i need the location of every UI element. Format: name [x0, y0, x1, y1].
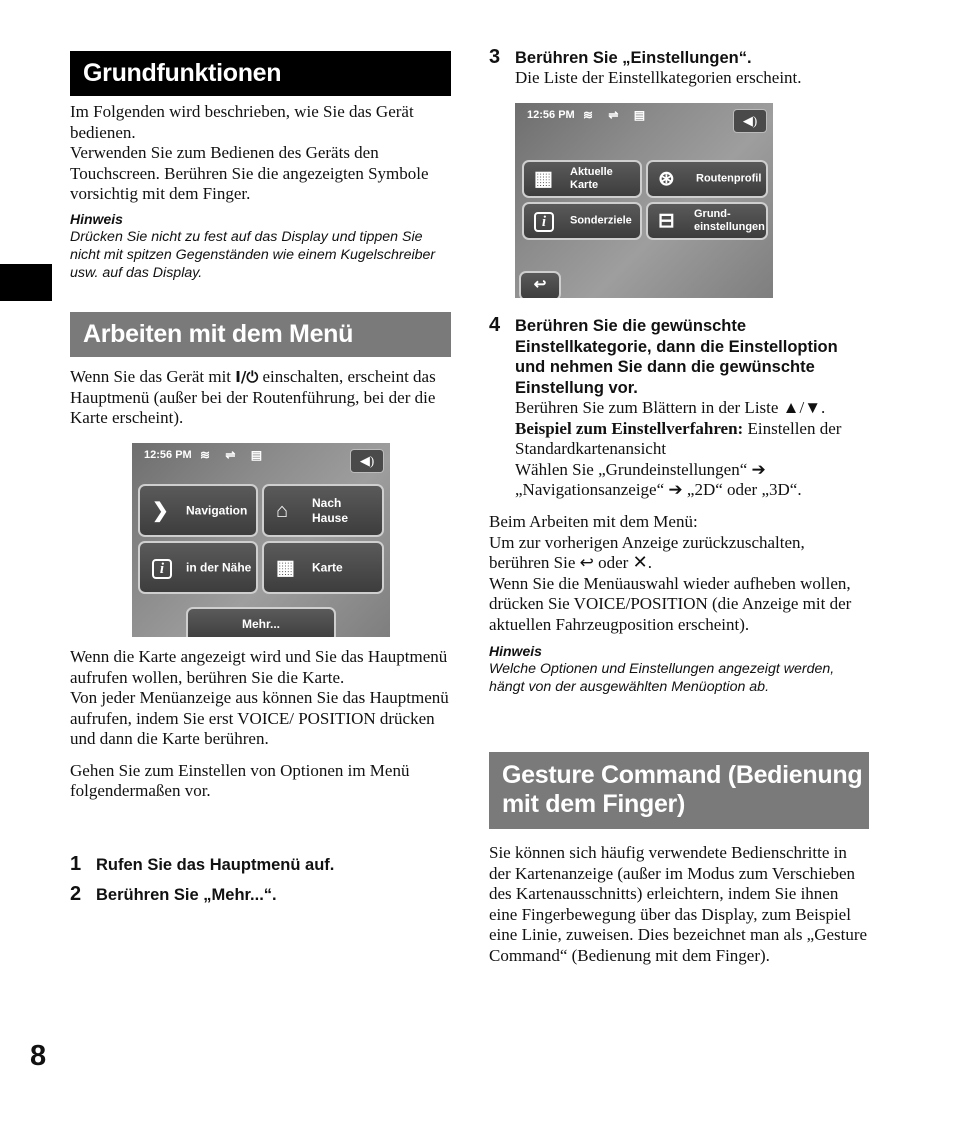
- page-number: 8: [30, 1040, 47, 1072]
- power-text-a: Wenn Sie das Gerät mit: [70, 367, 236, 386]
- volume-icon[interactable]: ◀): [733, 109, 767, 133]
- step-body: [515, 398, 869, 501]
- route-profile-tile[interactable]: [646, 160, 768, 198]
- menu-usage: [489, 512, 869, 696]
- main-menu-screenshot: [132, 443, 390, 637]
- info-icon: i: [534, 210, 554, 232]
- section-header-gesture: [489, 752, 869, 829]
- navigation-arrow-icon: ❯: [152, 499, 169, 522]
- note-title: Hinweis: [489, 643, 542, 659]
- status-icons: ≋ ⇌ ▤: [583, 108, 652, 122]
- menu-usage-heading: Beim Arbeiten mit dem Menü:: [489, 512, 698, 531]
- clock: 12:56 PM: [527, 109, 575, 121]
- section2-intro: [70, 367, 455, 429]
- section-title: Grundfunktionen: [83, 59, 282, 87]
- home-icon: ⌂: [276, 499, 289, 522]
- scroll-instruction: Berühren Sie zum Blättern in der Liste ▲/▼.: [515, 398, 826, 417]
- section1-body: [70, 102, 455, 282]
- close-icon: ✕: [632, 552, 648, 573]
- back-icon: ↩: [533, 276, 547, 293]
- example-label: Beispiel zum Einstellverfahren:: [515, 418, 744, 438]
- step-text: Berühren Sie „Mehr...“.: [96, 886, 277, 904]
- voice-position-paragraph: Von jeder Menüanzeige aus können Sie das Hauptmenü aufrufen, indem Sie erst VOICE/ POSITION drücken und dann die Karte berühren.: [70, 688, 449, 748]
- step-number: 3: [489, 46, 501, 68]
- gesture-body: [489, 843, 869, 966]
- cancel-paragraph: Wenn Sie die Menüauswahl wieder aufheben wollen, drücken Sie VOICE/POSITION (die Anzeige mit der aktuellen Fahrzeugposition erscheint).: [489, 573, 852, 634]
- basic-settings-tile[interactable]: [646, 202, 768, 240]
- section-title: Gesture Command (Bedienung mit dem Finger): [502, 761, 863, 818]
- back-button[interactable]: [519, 271, 561, 298]
- section-title: Arbeiten mit dem Menü: [83, 320, 354, 348]
- volume-icon[interactable]: ◀): [350, 449, 384, 473]
- toolbox-icon: ⊟: [658, 210, 675, 232]
- current-map-tile[interactable]: [522, 160, 642, 198]
- tile-label: Karte: [312, 560, 343, 574]
- step-text: Rufen Sie das Hauptmenü auf.: [96, 856, 335, 874]
- tile-label: in der Nähe: [186, 560, 252, 574]
- more-button[interactable]: [186, 607, 336, 637]
- navigation-tile[interactable]: [138, 484, 258, 537]
- step-number: 4: [489, 314, 501, 336]
- tile-label: Navigation: [186, 503, 248, 517]
- step-title: Berühren Sie die gewünschte Einstellkategorie, dann die Einstelloption und nehmen Sie dann die gewünschte Einstellung vor.: [515, 317, 838, 397]
- gesture-paragraph: Sie können sich häufig verwendete Bedienschritte in der Kartenanzeige (außer im Modus zum Verschieben des Kartenausschnitts) erleichtern, indem Sie ihnen eine Fingerbewegung über das Display, zum Beispiel eine Linie, zuweisen. Dies bezeichnet man als „Gesture Command“ (Bedienung mit dem Finger).: [489, 843, 868, 965]
- section-header-grundfunktionen: [70, 51, 451, 96]
- status-icons: ≋ ⇌ ▤: [200, 448, 269, 462]
- example-path: Wählen Sie „Grundeinstellungen“ ➔ „Navigationsanzeige“ ➔ „2D“ oder „3D“.: [515, 459, 802, 499]
- step-title: Berühren Sie „Einstellungen“.: [515, 49, 752, 67]
- back-text: Um zur vorherigen Anzeige zurückzuschalten, berühren Sie: [489, 532, 805, 572]
- note-title: Hinweis: [70, 210, 123, 227]
- touchscreen-paragraph: Verwenden Sie zum Bedienen des Geräts den Touchscreen. Berühren Sie die angezeigten Symbole vorsichtig mit dem Finger.: [70, 143, 429, 203]
- more-label: Mehr...: [241, 617, 280, 631]
- poi-tile[interactable]: [522, 202, 642, 240]
- settings-screenshot: [515, 103, 773, 298]
- tile-label: Routenprofil: [696, 172, 762, 185]
- section2-body: [70, 647, 455, 802]
- intro-paragraph: Im Folgenden wird beschrieben, wie Sie das Gerät bedienen.: [70, 102, 414, 142]
- step-text: Die Liste der Einstellkategorien erscheint.: [515, 68, 802, 87]
- home-tile[interactable]: [262, 484, 384, 537]
- tile-label: Grund- einstellungen: [694, 208, 765, 233]
- options-paragraph: Gehen Sie zum Einstellen von Optionen im Menü folgendermaßen vor.: [70, 760, 410, 800]
- step-number: 1: [70, 853, 82, 875]
- note-text: Drücken Sie nicht zu fest auf das Display und tippen Sie nicht mit spitzen Gegenständen wie einem Kugelschreiber usw. auf das Display.: [70, 228, 436, 281]
- power-icon: I/⏻: [235, 368, 259, 386]
- example-text: Einstellen der Standardkartenansicht: [515, 418, 842, 458]
- power-paragraph: [70, 367, 455, 429]
- step-number: 2: [70, 883, 82, 905]
- info-icon: i: [152, 557, 172, 579]
- tile-label: Nach Hause: [312, 495, 349, 525]
- map-grid-icon: ▦: [276, 556, 295, 579]
- section-header-arbeiten: [70, 312, 451, 357]
- back-paragraph: Um zur vorherigen Anzeige zurückzuschalten, berühren Sie ↩ oder ✕.: [489, 532, 805, 573]
- chapter-tab: [0, 264, 52, 301]
- nearby-tile[interactable]: [138, 541, 258, 594]
- map-grid-icon: ▦: [534, 168, 553, 190]
- note-text: Welche Optionen und Einstellungen angezeigt werden, hängt von der ausgewählten Menüoption ab.: [489, 661, 835, 695]
- map-tile[interactable]: [262, 541, 384, 594]
- clock: 12:56 PM: [144, 449, 192, 461]
- power-text-b: einschalten, erscheint das Hauptmenü (außer bei der Routenführung, bei der die Karte erscheint).: [70, 367, 436, 427]
- map-paragraph: Wenn die Karte angezeigt wird und Sie das Hauptmenü aufrufen wollen, berühren Sie die Karte.: [70, 647, 448, 687]
- tile-label: Sonderziele: [570, 214, 632, 227]
- example-paragraph: [515, 419, 869, 460]
- back-arrow-icon: ↩: [579, 553, 594, 573]
- tile-label: Aktuelle Karte: [570, 166, 613, 191]
- or-text: oder: [593, 553, 633, 572]
- steering-wheel-icon: ⊛: [658, 168, 675, 190]
